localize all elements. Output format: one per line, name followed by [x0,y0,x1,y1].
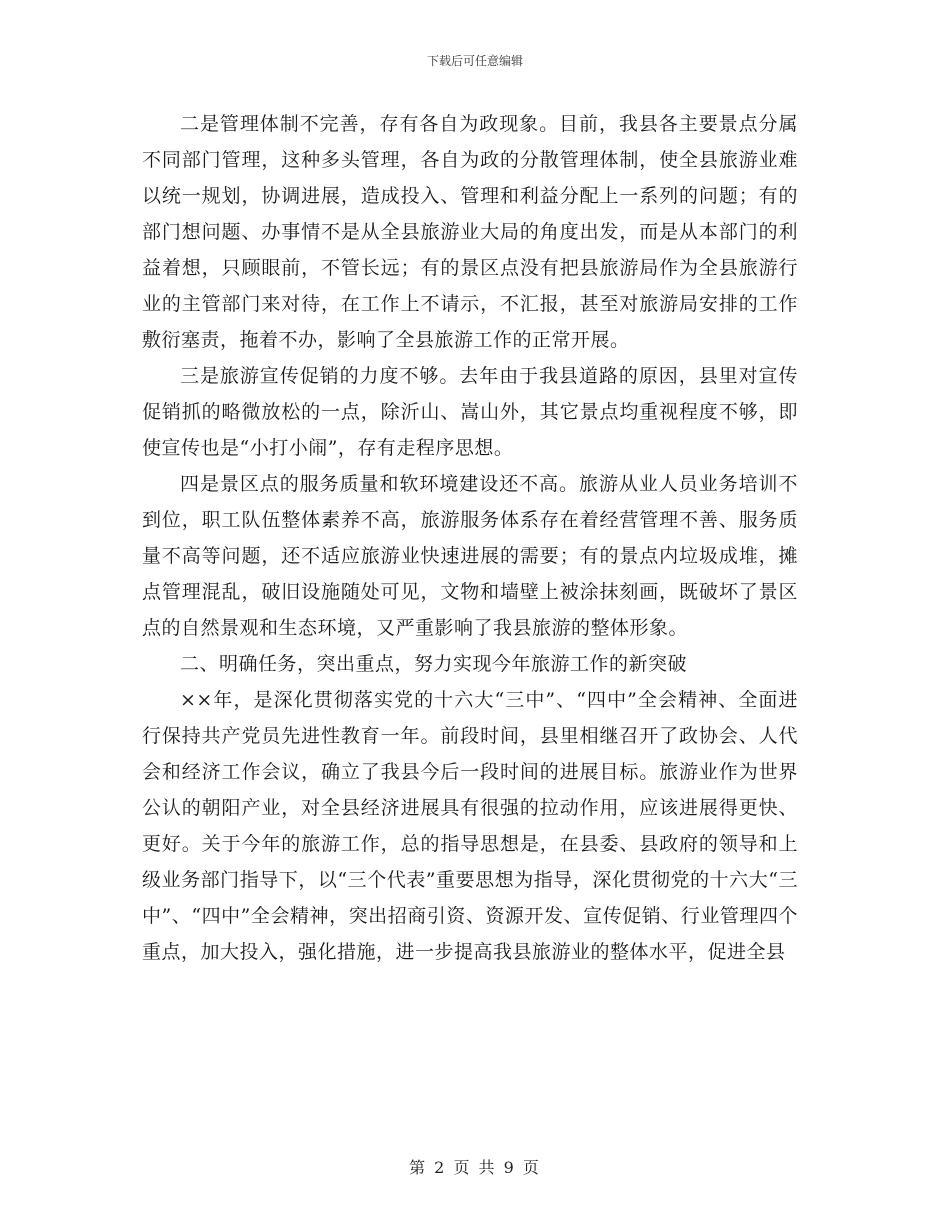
page-number: 第 2 页 共 9 页 [409,1158,541,1177]
page-header: 下载后可任意编辑 [426,54,523,68]
document-body [142,106,798,970]
paragraph-management-system: 二是管理体制不完善，存有各自为政现象。目前，我县各主要景点分属不同部门管理，这种多头管理，各自为政的分散管理体制，使全县旅游业难以统一规划，协调进展，造成投入、管理和利益分配上一系列的问题；有的部门想问题、办事情不是从全县旅游业大局的角度出发，而是从本部门的利益着想，只顾眼前，不管长远；有的景区点没有把县旅游局作为全县旅游行业的主管部门来对待，在工作上不请示，不汇报，甚至对旅游局安排的工作敷衍塞责，拖着不办，影响了全县旅游工作的正常开展。 [142,113,798,351]
paragraph-guiding-thought: ××年，是深化贯彻落实党的十六大“三中”、“四中”全会精神、全面进行保持共产党员先进性教育一年。前段时间，县里相继召开了政协会、人代会和经济工作会议，确立了我县今后一段时间的进展目标。旅游业作为世界公认的朝阳产业，对全县经济进展具有很强的拉动作用，应该进展得更快、更好。关于今年的旅游工作，总的指导思想是，在县委、县政府的领导和上级业务部门指导下，以“三个代表”重要思想为指导，深化贯彻党的十六大“三中”、“四中”全会精神，突出招商引资、资源开发、宣传促销、行业管理四个重点，加大投入，强化措施，进一步提高我县旅游业的整体水平，促进全县 [142,689,798,963]
paragraph-promotion: 三是旅游宣传促销的力度不够。去年由于我县道路的原因，县里对宣传促销抓的略微放松的一点，除沂山、嵩山外，其它景点均重视程度不够，即使宣传也是“小打小闹”，存有走程序思想。 [142,365,798,459]
paragraph-service-quality: 四是景区点的服务质量和软环境建设还不高。旅游从业人员业务培训不到位，职工队伍整体素养不高，旅游服务体系存在着经营管理不善、服务质量不高等问题，还不适应旅游业快速进展的需要；有的景点内垃圾成堆，摊点管理混乱，破旧设施随处可见，文物和墙壁上被涂抹刻画，既破坏了景区点的自然景观和生态环境，又严重影响了我县旅游的整体形象。 [142,473,798,639]
section-heading: 二、明确任务，突出重点，努力实现今年旅游工作的新突破 [180,653,688,675]
